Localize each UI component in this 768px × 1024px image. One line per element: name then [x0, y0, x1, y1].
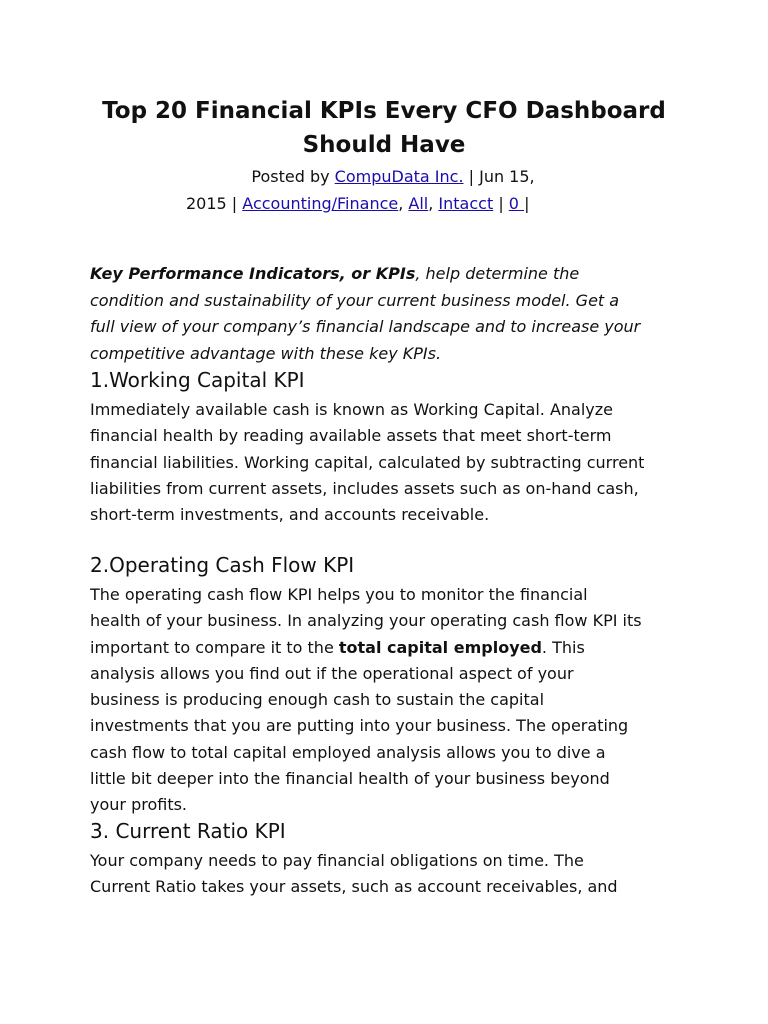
- body-line: The operating cash flow KPI helps you to monitor the financial: [90, 585, 588, 604]
- body-line: health of your business. In analyzing your operating cash flow KPI its: [90, 611, 642, 631]
- category-link-accounting-finance[interactable]: Accounting/Finance: [242, 194, 399, 213]
- byline-date-part-1: | Jun 15,: [463, 167, 535, 186]
- byline-comma-1: ,: [398, 194, 409, 213]
- article-title-line-1: Top 20 Financial KPIs Every CFO Dashboard: [102, 98, 666, 124]
- byline-date-part-2: 2015 |: [186, 194, 243, 213]
- section-body-current-ratio: [90, 848, 700, 901]
- section-heading-current-ratio: 3. Current Ratio KPI: [90, 819, 286, 843]
- comments-count-link[interactable]: 0: [508, 194, 525, 213]
- byline-separator: |: [493, 194, 509, 213]
- body-line: Your company needs to pay financial obligations on time. The: [90, 851, 584, 870]
- article-title-line-2: Should Have: [302, 132, 466, 158]
- intro-paragraph: [90, 261, 690, 367]
- byline-comma-2: ,: [428, 194, 439, 213]
- body-line: liabilities from current assets, includes assets such as on-hand cash,: [90, 478, 639, 498]
- body-line: Current Ratio takes your assets, such as account receivables, and: [90, 877, 618, 897]
- body-line: investments that you are putting into your business. The operating: [90, 716, 629, 736]
- section-heading-working-capital: 1.Working Capital KPI: [90, 368, 305, 392]
- body-line: analysis allows you find out if the operational aspect of your: [90, 663, 574, 683]
- body-line: financial health by reading available assets that meet short-term: [90, 426, 612, 446]
- body-line: Immediately available cash is known as Working Capital. Analyze: [90, 400, 613, 419]
- byline-end: |: [524, 194, 530, 213]
- section-body-working-capital: [90, 397, 700, 528]
- body-line-with-bold: [90, 635, 700, 661]
- intro-line-2: condition and sustainability of your current business model. Get a: [90, 290, 620, 310]
- intro-line-4: competitive advantage with these key KPIs.: [90, 343, 442, 363]
- article-title: [60, 94, 708, 162]
- body-line: short-term investments, and accounts receivable.: [90, 505, 490, 525]
- body-line: cash flow to total capital employed analysis allows you to dive a: [90, 742, 606, 762]
- byline-line-1: [0, 164, 768, 190]
- section-heading-operating-cash-flow: 2.Operating Cash Flow KPI: [90, 553, 355, 577]
- bold-term-total-capital-employed: total capital employed: [338, 637, 542, 657]
- body-line: your profits.: [90, 795, 188, 815]
- body-line: financial liabilities. Working capital, calculated by subtracting current: [90, 452, 645, 472]
- intro-line-1: [90, 261, 690, 288]
- body-text: important to compare it to the: [90, 637, 339, 657]
- intro-lead: Key Performance Indicators, or KPIs: [90, 264, 416, 283]
- intro-line-3: full view of your company’s financial landscape and to increase your: [90, 317, 641, 336]
- author-link[interactable]: CompuData Inc.: [334, 167, 464, 186]
- body-line: business is producing enough cash to sustain the capital: [90, 690, 545, 710]
- category-link-intacct[interactable]: Intacct: [438, 194, 494, 213]
- body-text: . This: [541, 637, 585, 657]
- section-body-operating-cash-flow: [90, 582, 700, 819]
- byline-posted-by: Posted by: [251, 167, 335, 186]
- byline-line-2: [186, 191, 529, 217]
- intro-line-1-rest: , help determine the: [415, 264, 580, 283]
- category-link-all[interactable]: All: [408, 194, 429, 213]
- body-line: little bit deeper into the financial health of your business beyond: [90, 769, 610, 789]
